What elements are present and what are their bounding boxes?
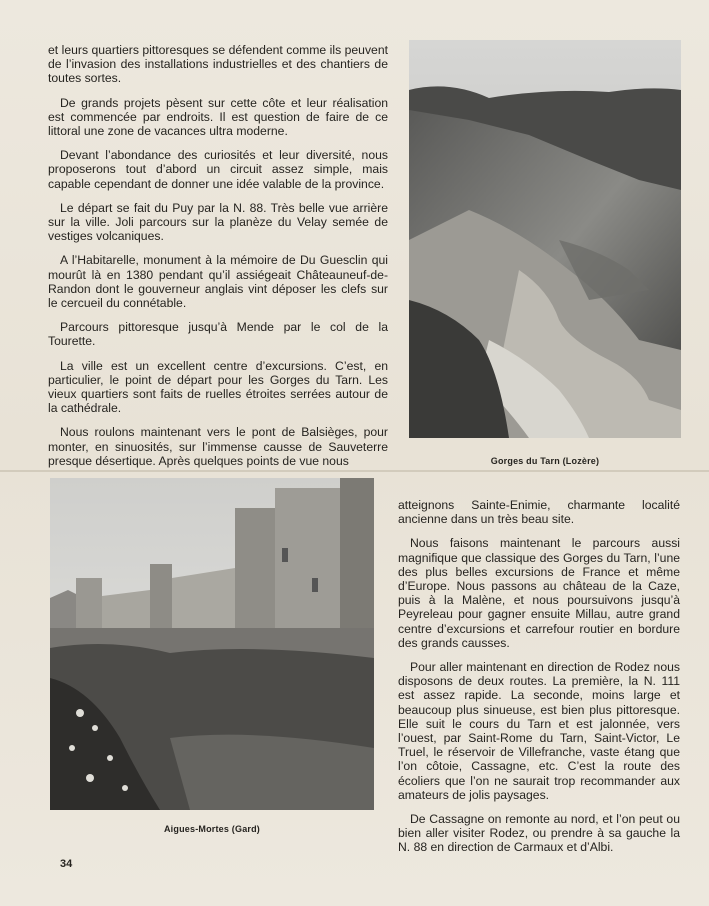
paragraph: Nous roulons maintenant vers le pont de Balsièges, pour monter, en sinuosités, sur l’immense causse de Sauveterre presque désertique. Après quelques points de vue nous [48,425,388,468]
paragraph: De grands projets pèsent sur cette côte et leur réalisation est commencée par endroits. Il est question de faire de ce littoral une zone de vacances ultra moderne. [48,95,388,139]
paragraph: Devant l’abondance des curiosités et leur diversité, nous proposerons tout d’abord un circuit assez simple, mais capable cependant de donner une idée valable de la province. [48,148,388,191]
paragraph: Le départ se fait du Puy par la N. 88. Très belle vue arrière sur la ville. Joli parcours sur la planèze du Velay semée de vestiges volcaniques. [48,200,388,244]
paragraph: La ville est un excellent centre d’excursions. C’est, en particulier, le point de départ pour les Gorges du Tarn. Les vieux quartiers sont faits de ruelles étroites serrées autour de la cathédrale. [48,358,388,416]
right-text-column [398,498,680,865]
paragraph: De Cassagne on remonte au nord, et l’on peut ou bien aller visiter Rodez, ou prendre à sa gauche la N. 88 en direction de Carmaux et d’Albi. [398,812,680,855]
page-number: 34 [60,858,73,870]
left-text-column [48,43,388,478]
paragraph: A l’Habitarelle, monument à la mémoire de Du Guesclin qui mourût là en 1380 pendant qu’il assiégeait Châteauneuf-de-Randon dont le gouverneur anglais vint déposer les clefs sur le cercueil du connétable. [48,253,388,311]
aigues-mortes-photo [50,478,374,810]
paragraph: Nous faisons maintenant le parcours aussi magnifique que classique des Gorges du Tarn, l’une des plus belles excursions de France et même d’Europe. Nous passons au château de la Caze, puis à la Malène, et nous poursuivons jusqu’à Peyreleau pour gagner ensuite Millau, autre grand centre d’excursions et carrefour routier en bordure des grands causses. [398,536,680,650]
paragraph: et leurs quartiers pittoresques se défendent comme ils peuvent de l’invasion des installations industrielles et des chantiers de toutes sortes. [48,43,388,86]
paragraph: Parcours pittoresque jusqu’à Mende par le col de la Tourette. [48,320,388,349]
photo-caption: Gorges du Tarn (Lozère) [490,456,600,466]
gorges-du-tarn-photo [409,40,681,438]
paragraph: Pour aller maintenant en direction de Rodez nous disposons de deux routes. La première, la N. 111 est assez rapide. La seconde, moins large et beaucoup plus sinueuse, est bien plus pittoresque. Elle suit le cours du Tarn et est jalonnée, vers l’ouest, par Saint-Rome du Tarn, Saint-Victor, Le Truel, le réservoir de Villefranche, vaste étang que l’on côtoie, Cassagne, etc. C’est la route des écoliers que l’on ne saurait trop recommander aux amateurs de jolis paysages. [398,660,680,802]
photo-caption: Aigues-Mortes (Gard) [163,824,260,834]
paragraph: atteignons Sainte-Enimie, charmante localité ancienne dans un très beau site. [398,498,680,527]
